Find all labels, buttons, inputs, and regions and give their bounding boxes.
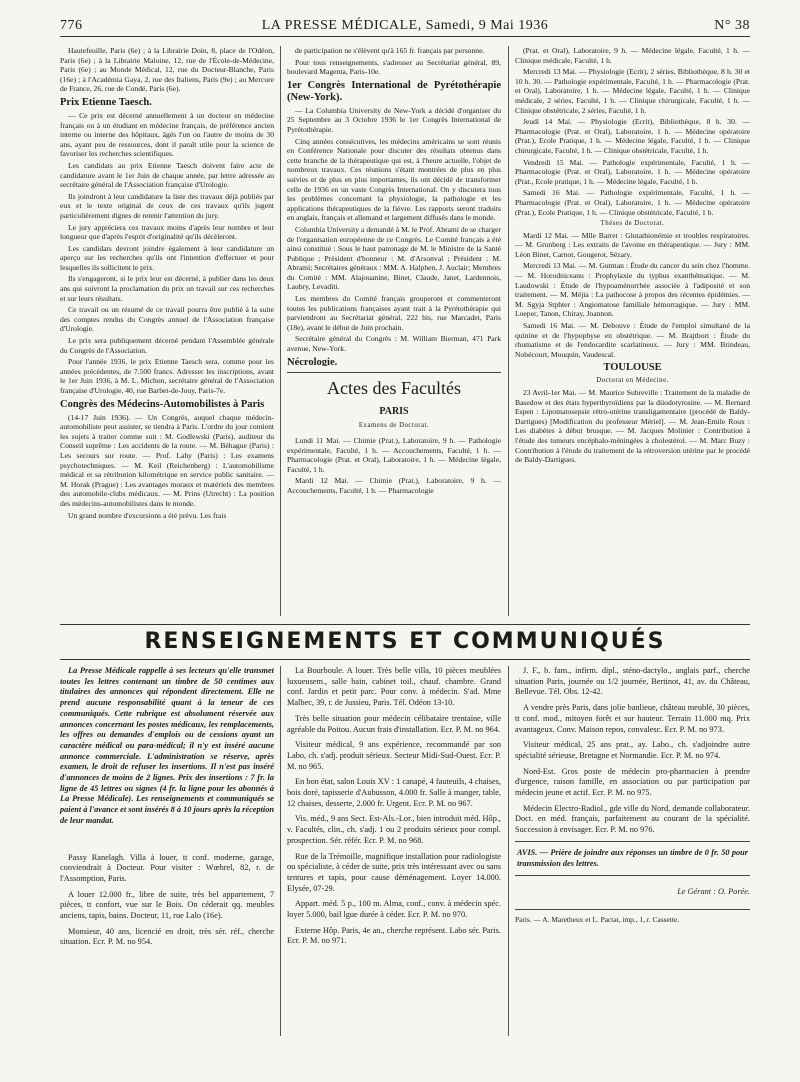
paragraph: Jeudi 14 Mai. — Physiologie (Ecrit), Bibliothèque, 8 h. 30. — Pharmacologie (Prat. et Oral), Laboratoire, 1 h. — Médecine opératoire (Prat.), Ecole Pratique, 1 h. — Médecine légale, Faculté, 1 h. — Clinique chirurgicale, Faculté, 1 h. — Clinique obstétricale, Faculté, 1 h. — [515, 117, 750, 155]
paragraph: — La Columbia University de New-York a décidé d'organiser du 25 Septembre au 3 Octobre 1936 le 1er Congrès International de Pyrétothérapie. — [287, 105, 501, 134]
facultes-body — [287, 436, 501, 498]
section-heading-necrologie: Nécrologie. — [287, 356, 338, 366]
paragraph: de participation ne s'élèvent qu'à 165 fr. français par personne. — [295, 46, 485, 55]
section-heading-congres-automobilistes: Congrès des Médecins-Automobilistes à Paris — [60, 398, 265, 410]
classified-ad: Visiteur médical, 9 ans expérience, recommandé par son Labo, ch. s'adj. produit sérieux. Secteur Midi-Sud-Ouest. Ecr. P. M. no 965. — [287, 740, 501, 771]
subheading: Doctorat en Médecine. — [596, 377, 669, 385]
classified-ad: Vis. méd., 9 ans Sect. Est-Als.-Lor., bien introduit méd. Hôp., v. Facultés, clin., ch. s'adj. 1 ou 2 produits sérieux pour compl. prospection. Sér. référ. Ecr. P. M. no 968. — [287, 814, 501, 845]
paragraph: Cinq années consécutives, les médecins américains se sont réunis en Conférence Nationale pour discuter des résultats obtenus dans cette branche de la thérapeutique qui est, à l'heure actuelle, l'objet de nombreux travaux. Ces réunions s'étant montrées de plus en plus suivies et de plus en plus importantes, ils ont décidé de transformer celle de 1936 en un vaste Congrès International. On y discutera tous les problèmes concernant la physiologie, la pathologie et les applications thérapeutiques de la fièvre. Les rapports seront traduits en anglais, français et allemand et largement diffusés dans le monde. — [287, 136, 501, 223]
classified-ad: A vendre près Paris, dans jolie banlieue, château meublé, 30 pièces, tt conf. mod., mitoyen forêt et sur hauteur. Terrain 11.000 mq. Prix avantageux. Conv. Maison repos, convalesc. Ecr. P. M. no 973. — [515, 703, 750, 734]
page-number: 776 — [60, 18, 83, 33]
paragraph: Samedi 16 Mai. — Pathologie expérimentale, Faculté, 1 h. — Pharmacologie (Prat. et Oral), Laboratoire, 1 h. — Médecine opératoire (Prat.), Ecole Pratique, 1 h. — Clinique obstétricale, Faculté, 1 h. — [515, 188, 750, 217]
issue-number: N° 38 — [714, 18, 750, 33]
avis-notice: AVIS. — Prière de joindre aux réponses un timbre de 0 fr. 50 pour transmission des lettres. — [515, 841, 750, 876]
paragraph: (Prat. et Oral), Laboratoire, 9 h. — Médecine légale, Faculté, 1 h. — Clinique médicale, Faculté, 1 h. — [515, 46, 750, 65]
classified-ad: En bon état, salon Louis XV : 1 canapé, 4 fauteuils, 4 chaises, bois doré, tapisserie d'Aubusson, 4.000 fr. Salle à manger, table, 12 chaises, desserte, 2.000 fr. Urgent. Ecr. P. M. no 967. — [287, 777, 501, 808]
classifieds-column-1 — [60, 666, 274, 1036]
subheading: Thèses de Doctorat. — [600, 220, 665, 228]
paragraph: Un grand nombre d'excursions a été prévu. Les frais — [68, 510, 227, 520]
page-header — [60, 18, 750, 37]
classified-ad: J. F., b. fam., infirm. dipl., sténo-dactylo., anglais parf., cherche situation Paris, journée ou 1/2 journée, Bertinot, 41, av. du Château, Bellevue. Tél. Obs. 12-42. — [515, 666, 750, 697]
paragraph: Le prix sera publiquement décerné pendant l'Assemblée générale du Congrès de l'Association. — [60, 336, 274, 355]
column-divider — [280, 666, 281, 1036]
classified-ad: A louer 12.000 fr., libre de suite, très bel appartement, 7 pièces, tt confort, vue sur le Bois. On céderait qq. meubles anciens, tapis, bains. Docteur, 11, rue Lalo (16e). — [60, 889, 274, 921]
classified-ad: Très belle situation pour médecin célibataire trentaine, ville agréable du Poitou. Aucun frais d'installation. Ecr. P. M. no 964. — [287, 713, 501, 734]
column-left — [60, 46, 274, 616]
paragraph: Vendredi 15 Mai. — Pathologie expérimentale, Faculté, 1 h. — Pharmacologie (Prat. et Oral), Laboratoire, 1 h. — Médecine opératoire (Prat., Ecole pratique, 1 h. — Médecine légale, Faculté, 1 h. — [515, 157, 750, 186]
paragraph: — Ce prix est décerné annuellement à un docteur en médecine français ou à un étudiant en médecine français, de préférence ancien interne ou interne des hôpitaux, âgés l'un ou l'autre de moins de 30 ans, ayant peu de ressources, dont il paraît utile pour la science de favoriser les recherches scientifiques. — [60, 110, 274, 159]
classified-ad: Monsieur, 40 ans, licencié en droit, très sér. réf., cherche situation. Ecr. P. M. no 954. — [60, 926, 274, 947]
city-heading: PARIS — [379, 406, 409, 417]
paragraph: (14-17 Juin 1936). — Un Congrès, auquel chaque médecin-automobiliste peut assister, se tiendra à Paris. L'ordre du jour contient les sujets à traiter comme suit : M. Godlewski (Paris), auditeur du Conseil suprême : Les accidents de la route. — M. Béhague (Paris) : Les secours sur route. — Prof. Lahy (Paris) : Les examens psychotechniques. — M. Keil (Reichenberg) : L'automobilisme médical et sa rétribution kilométrique en service public sanitaire. — M. Horak (Prague) : Les avantages moraux et matériels des membres des automobile-clubs médicaux. — M. Prins (Utrecht) : La position des médecins-automobilistes dans le monde. — [60, 412, 274, 508]
paragraph: Lundi 11 Mai. — Chimie (Prat.), Laboratoire, 9 h. — Pathologie expérimentale, Faculté, 1 h. — Accouchements, Faculté, 1 h. — Pharmacologie (Prat. et Oral), Laboratoire, 1 h. — Médecine légale, Faculté, 1 h. — [287, 436, 501, 474]
column-divider — [280, 46, 281, 616]
city-heading: TOULOUSE — [603, 362, 662, 374]
paragraph: Samedi 16 Mai. — M. Debouve : Étude de l'emploi simultané de la quinine et de l'hypophyse en obstétrique. — M. Brajtbort : Étude du rhumatisme et de l'endocardite scarlatineux. — Jury : MM. Brindeau, Nobécourt, Mouquin, Vaudescal. — [515, 321, 750, 359]
section-heading-pyretotherapie: 1er Congrès International de Pyrétothérapie (New-York). — [287, 79, 501, 103]
column-middle — [287, 46, 501, 366]
paragraph: Les membres du Comité français grouperont et commenteront toutes les publications françaises ayant trait à la Pyrétothérapie qui parviendront au Secrétariat général, 222 bis, rue Marcadet, Paris (18e), avant le début de Juin prochain. — [287, 294, 501, 332]
actes-des-facultes — [287, 370, 501, 610]
classifieds-column-2 — [287, 666, 501, 1036]
paragraph: Mardi 12 Mai. — Mlle Barret : Glutathionémie et troubles respiratoires. — M. Grunberg : Les extraits de l'avoine en thérapeutique. — Jury : MM. Léon Binet, Carnot, Gougerot, Sézary. — [515, 230, 750, 259]
paragraph: Ils joindront à leur candidature la liste des travaux déjà publiés par eux et le texte original de ceux de ces travaux qu'ils jugent particulièrement dignes de retenir l'attention du jury. — [60, 191, 274, 220]
paragraph: Hautefeuille, Paris (6e) ; à la Librairie Doin, 8, place de l'Odéon, Paris (6e) ; à la Librairie Maloine, 12, rue de l'École-de-Médecine, Paris (6e) ; au Monde Médical, 12, rue du Docteur-Blanche, Paris (16e) ; à l'Académia Gaya, 2, rue des Italiens, Paris (9e) ; au Mercure de France, 26, rue de Condé, Paris (6e). — [60, 46, 274, 94]
paragraph: Ils s'engageront, si le prix leur est décerné, à publier dans les deux ans qui suivront la proclamation du prix un travail sur ces recherches et sur leurs résultats. — [60, 274, 274, 303]
classified-ad: Nord-Est. Gros poste de médecin pro-pharmacien à prendre d'urgence, raison famille, en association ou par participation par médecin jeune et actif. Ecr. P. M. no 975. — [515, 766, 750, 798]
classifieds-column-3 — [515, 666, 750, 1066]
paragraph: Le jury appréciera ces travaux moins d'après leur nombre et leur longueur que d'après l'esprit d'originalité qu'ils décèleront. — [60, 222, 274, 242]
paragraph: Les candidats au prix Etienne Taesch doivent faire acte de candidature avant le 1er Juin de chaque année, par lettre adressée au secrétaire général de l'Association française d'Urologie. — [60, 160, 274, 190]
column-right — [515, 46, 750, 616]
journal-title: LA PRESSE MÉDICALE, Samedi, 9 Mai 1936 — [261, 18, 549, 33]
facultes-title: Actes des Facultés — [327, 378, 461, 398]
gerant-signature: Le Gérant : O. Porée. — [677, 887, 750, 897]
column-divider — [508, 46, 509, 616]
classified-ad: Externe Hôp. Paris, 4e an., cherche représent. Labo sér. Paris. Ecr. P. M. no 971. — [287, 925, 501, 946]
paragraph: Les candidats devront joindre également à leur candidature un aperçu sur les recherches qu'ils ont l'intention d'effectuer et pour lesquelles ils sollicitent le prix. — [60, 243, 274, 272]
section-heading-prix-taesch: Prix Etienne Taesch. — [60, 96, 152, 108]
divider — [287, 372, 501, 373]
classified-ad: Appart. méd. 5 p., 100 m. Alma, conf., conv. à médecin spéc. loyer 5.000, bail lgue durée à céder. Ecr. P. M. no 970. — [287, 899, 501, 920]
paragraph: Columbia University a demandé à M. le Prof. Abrami de se charger de l'organisation européenne de ce Congrès. Le Comité français a été ainsi constitué : Sous le haut patronage de M. le Ministre de la Santé Publique ; Président d'honneur : M. d'Arsonval ; Président : M. Abrami; Secrétaires généraux : MM. A. Halphen, J. Auclair; Membres du Comité : MM. Alajouanine, Binet, Claude, Janet, Lardennois, Laubry, Levaditi. — [287, 224, 501, 292]
section-banner: RENSEIGNEMENTS ET COMMUNIQUÉS — [60, 624, 750, 660]
classified-ad: Rue de la Trémoille, magnifique installation pour radiologiste ou spécialiste, à céder de suite, prix très intéressant avec ou sans tentures et tapis, pour cause déménagement. Loyer 14.000. Elysée, 07-29. — [287, 851, 501, 893]
column-divider — [508, 666, 509, 1036]
paragraph: Mercredi 13 Mai. — Physiologie (Ecrit), 2 séries, Bibliothèque, 8 h. 30 et 10 h. 30. — Pathologie expérimentale, Faculté, 1 h. — Pharmacologie (Prat. et Oral), Laboratoire, 1 h. — Médecine légale, Faculté, 1 h. — Clinique médicale, 2 séries, Faculté, 1 h. — Clinique chirurgicale, Faculté, 1 h. — Clinique obstétricale, 2 séries, Faculté, 1 h. — [515, 67, 750, 115]
subheading: Examens de Doctorat. — [358, 422, 430, 429]
paragraph: 23 Avril-1er Mai. — M. Maurice Subreville : Traitement de la maladie de Basedow et des états hyperthyroïdiens par la diiodotyrosine. — M. Bernard Espen : Lipomatosepsie rétro-utérine transligamentaire (procédé de Baldy-Dartigues) [Modification du professeur Mériel]. — M. Jean-Emile Roux : Les diabètes à début brusque. — M. Jacques Molinier : Contribution à l'étude des tumeurs encéphalo-méningées à cholestérol. — M. Marc Buzy : Contribution à l'étude du traitement de la rétroversion utérine par le procédé de Baldy-Dartigues. — [515, 388, 750, 465]
paragraph: Pour l'année 1936, le prix Etienne Taesch sera, comme pour les années précédentes, de 7.500 francs. Adresser les inscriptions, avant le 1er Juin 1936, à M. L. Michon, secrétaire général de l'Association française d'Urologie, 40, rue Barbet-de-Jouy, Paris-7e. — [60, 357, 274, 395]
classified-ad: Passy Ranelagh. Villa à louer, tt conf. moderne, garage, conviendrait à Docteur. Pour visiter : Wœhrel, 82, r. de l'Assomption, Paris. — [60, 852, 274, 883]
paragraph: Mardi 12 Mai. — Chimie (Prat.), Laboratoire, 9 h. — Accouchements, Faculté, 1 h. — Pharmacologie — [287, 476, 501, 495]
paragraph: Secrétaire général du Congrès : M. William Bierman, 471 Park avenue, New-York. — [287, 334, 501, 354]
classified-ad: Médecin Electro-Radiol., gde ville du Nord, demande collaborateur. Doct. en méd. français, parfaitement au courant de la spécialité. Succession à envisager. Ecr. P. M. no 976. — [515, 803, 750, 835]
classifieds-intro: La Presse Médicale rappelle à ses lecteurs qu'elle transmet toutes les lettres contenant un timbre de 50 centimes aux titulaires des annonces qui répondent directement. Elle ne prend aucune responsabilité quant à la teneur de ces communiqués. Cette rubrique est absolument réservée aux annonces concernant les postes médicaux, les remplacements, les offres ou demandes d'emplois ou de cessions ayant un caractère médical ou para-médical; il n'y est inséré aucune annonce commerciale. L'administration se réserve, après examen, le droit de refuser les insertions. Il n'est pas inséré d'annonces de moins de 2 lignes. Prix des insertions : 7 fr. la ligne de 45 lettres ou signes (4 fr. la ligne pour les abonnés à La Presse Médicale). Les renseignements et communiqués se paient à l'avance et sont insérés 8 à 10 jours après la réception de leur mandat. — [60, 666, 274, 825]
paragraph: Pour tous renseignements, s'adresser au Secrétariat général, 89, boulevard Magenta, Paris-10e. — [287, 57, 501, 77]
printer-imprint: Paris. — A. Maretheux et L. Pactat, imp., 1, r. Cassette. — [515, 909, 750, 926]
classified-ad: Visiteur médical, 25 ans prat., ay. Labo., ch. s'adjoindre autre spécialité sérieuse, Bretagne et Normandie. Ecr. P. M. no 974. — [515, 740, 750, 760]
classified-ad: La Bourboule. A louer. Très belle villa, 10 pièces meublées luxueusem., salle bain, cabinet toil., chauf. chambre. Grand conf. Jardin et petit parc. Pour conv. à médecin. S'ad. Mme Malbec, 39, r. de Jussieu, Paris. Tél. Odéon 13-10. — [287, 666, 501, 708]
paragraph: Mercredi 13 Mai. — M. Gutman : Étude du cancer du sein chez l'homme. — M. Horodniceanu : Prophylaxie du typhus exanthématique. — M. Laudowski : Étude de l'hypoaménorrhée associée à l'adiposité et son traitement. — M. Méjia : La pathocose à propos des récentes épidémies. — M. Sgyja Stphter : Angiomatose familiale hémorragique. — Jury : MM. Loeper, Tanon, Chiray, Joannon. — [515, 261, 750, 319]
paragraph: Ce travail ou un résumé de ce travail pourra être publié à la suite des comptes rendus du Congrès annuel de l'Association française d'Urologie. — [60, 305, 274, 334]
